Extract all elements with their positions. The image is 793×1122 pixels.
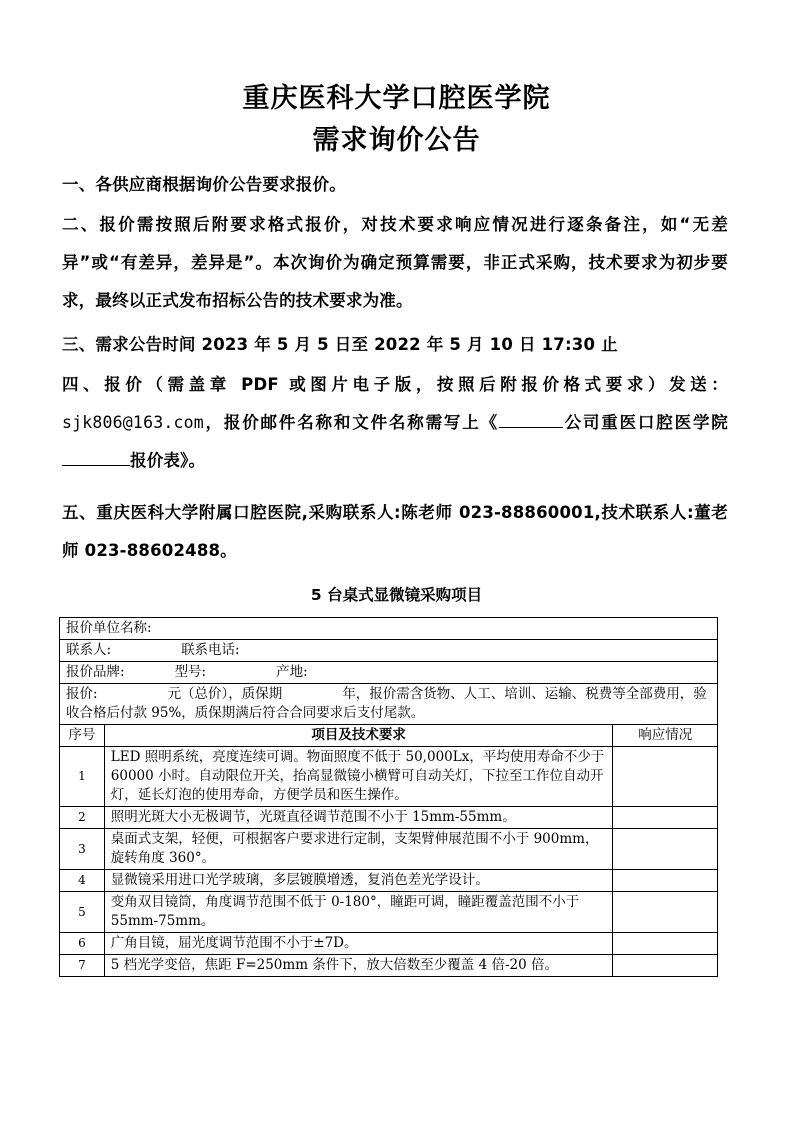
row-seq: 6 xyxy=(60,933,105,955)
row-response[interactable] xyxy=(613,870,718,892)
row-requirement: 照明光斑大小无极调节，光斑直径调节范围不小于 15mm-55mm。 xyxy=(104,807,613,829)
row-response[interactable] xyxy=(613,933,718,955)
table-caption: 5 台桌式显微镜采购项目 xyxy=(310,586,483,604)
table-row xyxy=(60,933,718,955)
row-requirement: 变角双目镜筒，角度调节范围不低于 0-180°，瞳距可调，瞳距覆盖范围不小于 55mm-75mm。 xyxy=(104,892,613,933)
row-seq: 3 xyxy=(60,829,105,870)
paragraph-4-end: 报价表》。 xyxy=(130,451,206,470)
price-unit: 元（总价），质保期 xyxy=(167,686,283,702)
paragraph-3: 三、需求公告时间 2023 年 5 月 5 日至 2022 年 5 月 10 日 17:30 止 xyxy=(62,335,618,354)
row-seq: 4 xyxy=(60,870,105,892)
table-row xyxy=(60,807,718,829)
paragraph-4-intro: 四、报价（需盖章 PDF 或图片电子版，按照后附报价格式要求）发送： xyxy=(62,375,728,394)
row-response[interactable] xyxy=(613,807,718,829)
header-response: 响应情况 xyxy=(613,725,718,747)
row-response[interactable] xyxy=(613,829,718,870)
table-row xyxy=(60,870,718,892)
table-row xyxy=(60,747,718,807)
phone-label: 联系电话: xyxy=(181,642,240,658)
brand-cell xyxy=(60,662,718,684)
table-row xyxy=(60,892,718,933)
contact-cell xyxy=(60,640,718,662)
row-response[interactable] xyxy=(613,747,718,807)
paragraph-4-suffix: 公司重医口腔医学院 xyxy=(562,413,728,432)
price-row xyxy=(60,684,718,725)
price-label: 报价: xyxy=(66,686,98,702)
quote-unit-row xyxy=(60,618,718,640)
row-seq: 2 xyxy=(60,807,105,829)
department-blank xyxy=(62,449,130,466)
table-row xyxy=(60,829,718,870)
row-response[interactable] xyxy=(613,955,718,977)
paragraph-5-contacts: 五、重庆医科大学附属口腔医院,采购联系人:陈老师 023-88860001,技术联系人:董老师 023-88602488。 xyxy=(62,503,728,560)
document-title-institution: 重庆医科大学口腔医学院 xyxy=(242,83,551,114)
header-requirements: 项目及技术要求 xyxy=(104,725,613,747)
row-seq: 5 xyxy=(60,892,105,933)
row-requirement: 桌面式支架，轻便，可根据客户要求进行定制，支架臂伸展范围不小于 900mm，旋转角度 360°。 xyxy=(104,829,613,870)
document-title-notice: 需求询价公告 xyxy=(312,125,481,156)
paragraph-2: 二、报价需按照后附要求格式报价，对技术要求响应情况进行逐条备注，如“无差异”或“有差异，差异是”。本次询价为确定预算需要，非正式采购，技术要求为初步要求，最终以正式发布招标公告的技术要求为准。 xyxy=(62,215,728,310)
row-seq: 1 xyxy=(60,747,105,807)
row-seq: 7 xyxy=(60,955,105,977)
row-requirement: 5 档光学变倍，焦距 F=250mm 条件下，放大倍数至少覆盖 4 倍-20 倍。 xyxy=(104,955,613,977)
company-name-blank xyxy=(499,411,563,428)
row-response[interactable] xyxy=(613,892,718,933)
paragraph-4 xyxy=(62,366,728,480)
row-requirement: 显微镜采用进口光学玻璃，多层镀膜增透，复消色差光学设计。 xyxy=(104,870,613,892)
brand-label: 报价品牌: xyxy=(66,664,125,680)
paragraph-1: 一、各供应商根据询价公告要求报价。 xyxy=(62,175,346,194)
header-seq: 序号 xyxy=(60,725,105,747)
contact-row xyxy=(60,640,718,662)
origin-label: 产地: xyxy=(276,664,308,680)
row-requirement: 广角目镜，屈光度调节范围不小于±7D。 xyxy=(104,933,613,955)
quote-unit-cell: 报价单位名称: xyxy=(60,618,718,640)
table-row xyxy=(60,955,718,977)
quote-email-link[interactable]: sjk806@163.com xyxy=(62,413,204,432)
model-label: 型号: xyxy=(174,664,207,680)
quotation-table xyxy=(59,617,718,977)
table-header-row xyxy=(60,725,718,747)
price-terms: 年，报价需含货物、人工、培训、运输、税费等全部费用，验收合格后付款 95%，质保期满后符合合同要求后支付尾款。 xyxy=(66,686,707,721)
brand-row xyxy=(60,662,718,684)
paragraph-4-naming: ，报价邮件名称和文件名称需写上《 xyxy=(203,413,499,432)
contact-label: 联系人: xyxy=(66,642,112,658)
row-requirement: LED 照明系统，亮度连续可调。物面照度不低于 50,000Lx，平均使用寿命不少于 60000 小时。自动限位开关，抬高显微镜小横臂可自动关灯，下拉至工作位自动开灯，延长灯泡的使用寿命，方便学员和医生操作。 xyxy=(104,747,613,807)
price-cell xyxy=(60,684,718,725)
